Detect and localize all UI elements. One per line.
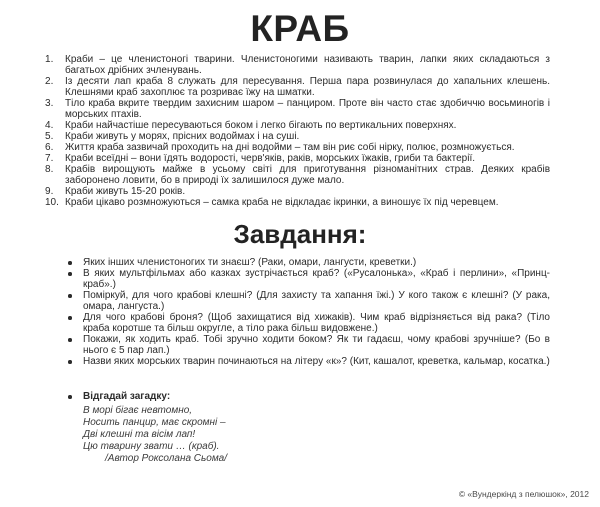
task-item: Покажи, як ходить краб. Тобі зручно ходити боком? Як ти гадаєш, чому крабові зручніше? (Бо в нього є 5 пар лап.)	[65, 334, 550, 356]
copyright-credit: © «Вундеркінд з пелюшок», 2012	[458, 489, 589, 499]
page-title: КРАБ	[250, 8, 350, 49]
fact-item: Краби живуть 15-20 років.	[65, 186, 186, 197]
riddle-heading: Відгадай загадку:	[65, 391, 550, 403]
fact-item: Краби живуть у морях, прісних водоймах і на суші.	[65, 131, 300, 142]
task-item: Яких інших членистоногих ти знаєш? (Раки, омари, лангусти, креветки.)	[65, 257, 550, 268]
fact-item: Краби найчастіше пересуваються боком і легко бігають по вертикальних поверхнях.	[65, 120, 457, 131]
tasks-list	[65, 257, 550, 367]
tasks-heading: Завдання:	[233, 219, 367, 249]
riddle-author: /Автор Роксолана Сьома/	[105, 453, 228, 464]
task-item: Для чого крабові броня? (Щоб захищатися від хижаків). Чим краб відрізняється від рака? (Тіло краба коротше та більш округле, а тіло рака більш видовжене.)	[65, 312, 550, 334]
fact-item: Крабів вирощують майже в усьому світі для приготування різноманітних страв. Деяких крабів заборонено ловити, бо в природі їх залишилося дуже мало.	[65, 164, 550, 186]
task-item: Поміркуй, для чого крабові клешні? (Для захисту та хапання їжі.) У кого також є клешні? (У рака, омара, лангуста.)	[65, 290, 550, 312]
riddle-line: В морі бігає невтомно,	[83, 405, 193, 416]
fact-item: Тіло краба вкрите твердим захисним шаром – панциром. Проте він часто стає здобиччю восьминогів і морських птахів.	[65, 98, 550, 120]
fact-item: Життя краба зазвичай проходить на дні водойми – там він риє собі нірку, полює, розмножується.	[65, 142, 515, 153]
task-item: Назви яких морських тварин починаються на літеру «к»? (Кит, кашалот, креветка, кальмар, косатка.)	[65, 356, 550, 367]
fact-item: Краби – це членистоногі тварини. Членистоногими називають тварин, лапки яких складаються з багатьох дрібних зчленувань.	[65, 54, 550, 76]
riddle-section	[65, 391, 550, 465]
riddle-line: Носить панцир, має скромні –	[83, 417, 226, 428]
facts-list	[45, 54, 550, 208]
fact-item: Із десяти лап краба 8 служать для пересування. Перша пара розвинулася до хапальних клешень. Клешнями краб захоплює та розриває їжу на шматки.	[65, 76, 550, 98]
fact-item: Краби цікаво розмножуються – самка краба не відкладає ікринки, а виношує їх під черевцем.	[65, 197, 499, 208]
fact-item: Краби всеїдні – вони їдять водорості, черв'яків, раків, морських їжаків, гриби та бактерії.	[65, 153, 476, 164]
riddle-line: Дві клешні та вісім лап!	[83, 429, 196, 440]
task-item: В яких мультфільмах або казках зустрічається краб? («Русалонька», «Краб і перлини», «Принц-краб».)	[65, 268, 550, 290]
riddle-line: Цю тварину звати … (краб).	[83, 441, 220, 452]
